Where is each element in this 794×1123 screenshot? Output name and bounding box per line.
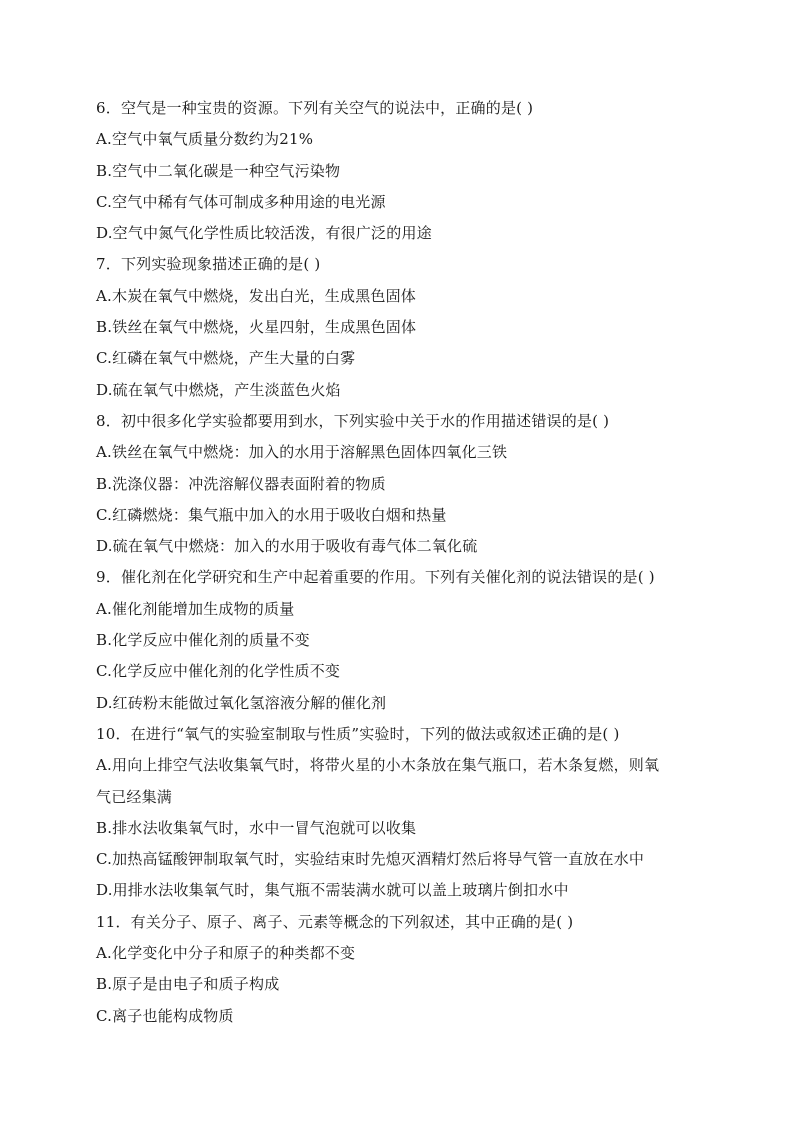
question-6-option-b: B.空气中二氧化碳是一种空气污染物: [96, 161, 341, 180]
question-11-stem: 11．有关分子、原子、离子、元素等概念的下列叙述，其中正确的是( ): [96, 912, 574, 931]
question-8-option-a: A.铁丝在氧气中燃烧：加入的水用于溶解黑色固体四氧化三铁: [96, 443, 508, 462]
question-8-stem: 8．初中很多化学实验都要用到水，下列实验中关于水的作用描述错误的是( ): [96, 411, 610, 430]
question-6-option-c: C.空气中稀有气体可制成多种用途的电光源: [96, 192, 386, 211]
question-10-option-a: A.用向上排空气法收集氧气时，将带火星的小木条放在集气瓶口，若木条复燃，则氧: [96, 756, 660, 775]
question-10-option-a-continued: 气已经集满: [96, 787, 173, 806]
question-8-option-c: C.红磷燃烧：集气瓶中加入的水用于吸收白烟和热量: [96, 505, 447, 524]
question-11-option-a: A.化学变化中分子和原子的种类都不变: [96, 944, 356, 963]
question-9-option-c: C.化学反应中催化剂的化学性质不变: [96, 662, 341, 681]
question-8-option-b: B.洗涤仪器：冲洗溶解仪器表面附着的物质: [96, 474, 386, 493]
question-10-option-c: C.加热高锰酸钾制取氧气时，实验结束时先熄灭酒精灯然后将导气管一直放在水中: [96, 850, 645, 869]
question-9-stem: 9．催化剂在化学研究和生产中起着重要的作用。下列有关催化剂的说法错误的是( ): [96, 568, 655, 587]
question-7-option-a: A.木炭在氧气中燃烧，发出白光，生成黑色固体: [96, 286, 417, 305]
question-10-stem: 10．在进行“氧气的实验室制取与性质”实验时，下列的做法或叙述正确的是( ): [96, 724, 620, 743]
question-7-stem: 7．下列实验现象描述正确的是( ): [96, 255, 321, 274]
question-9-option-b: B.化学反应中催化剂的质量不变: [96, 631, 310, 650]
question-6-stem: 6．空气是一种宝贵的资源。下列有关空气的说法中，正确的是( ): [96, 99, 534, 117]
question-7-option-b: B.铁丝在氧气中燃烧，火星四射，生成黑色固体: [96, 318, 417, 337]
question-10-option-b: B.排水法收集氧气时，水中一冒气泡就可以收集: [96, 818, 417, 837]
question-list: [96, 93, 706, 1032]
question-10-option-d: D.用排水法收集氧气时，集气瓶不需装满水就可以盖上玻璃片倒扣水中: [96, 881, 569, 900]
question-11-option-c: C.离子也能构成物质: [96, 1006, 234, 1025]
question-8-option-d: D.硫在氧气中燃烧：加入的水用于吸收有毒气体二氧化硫: [96, 537, 478, 556]
question-7-option-d: D.硫在氧气中燃烧，产生淡蓝色火焰: [96, 380, 341, 399]
question-9-option-a: A.催化剂能增加生成物的质量: [96, 599, 295, 618]
question-7-option-c: C.红磷在氧气中燃烧，产生大量的白雾: [96, 349, 356, 368]
question-6-option-d: D.空气中氮气化学性质比较活泼，有很广泛的用途: [96, 224, 432, 243]
question-9-option-d: D.红砖粉末能做过氧化氢溶液分解的催化剂: [96, 693, 387, 712]
question-11-option-b: B.原子是由电子和质子构成: [96, 975, 280, 994]
question-6-option-a: A.空气中氧气质量分数约为21%: [96, 130, 314, 149]
